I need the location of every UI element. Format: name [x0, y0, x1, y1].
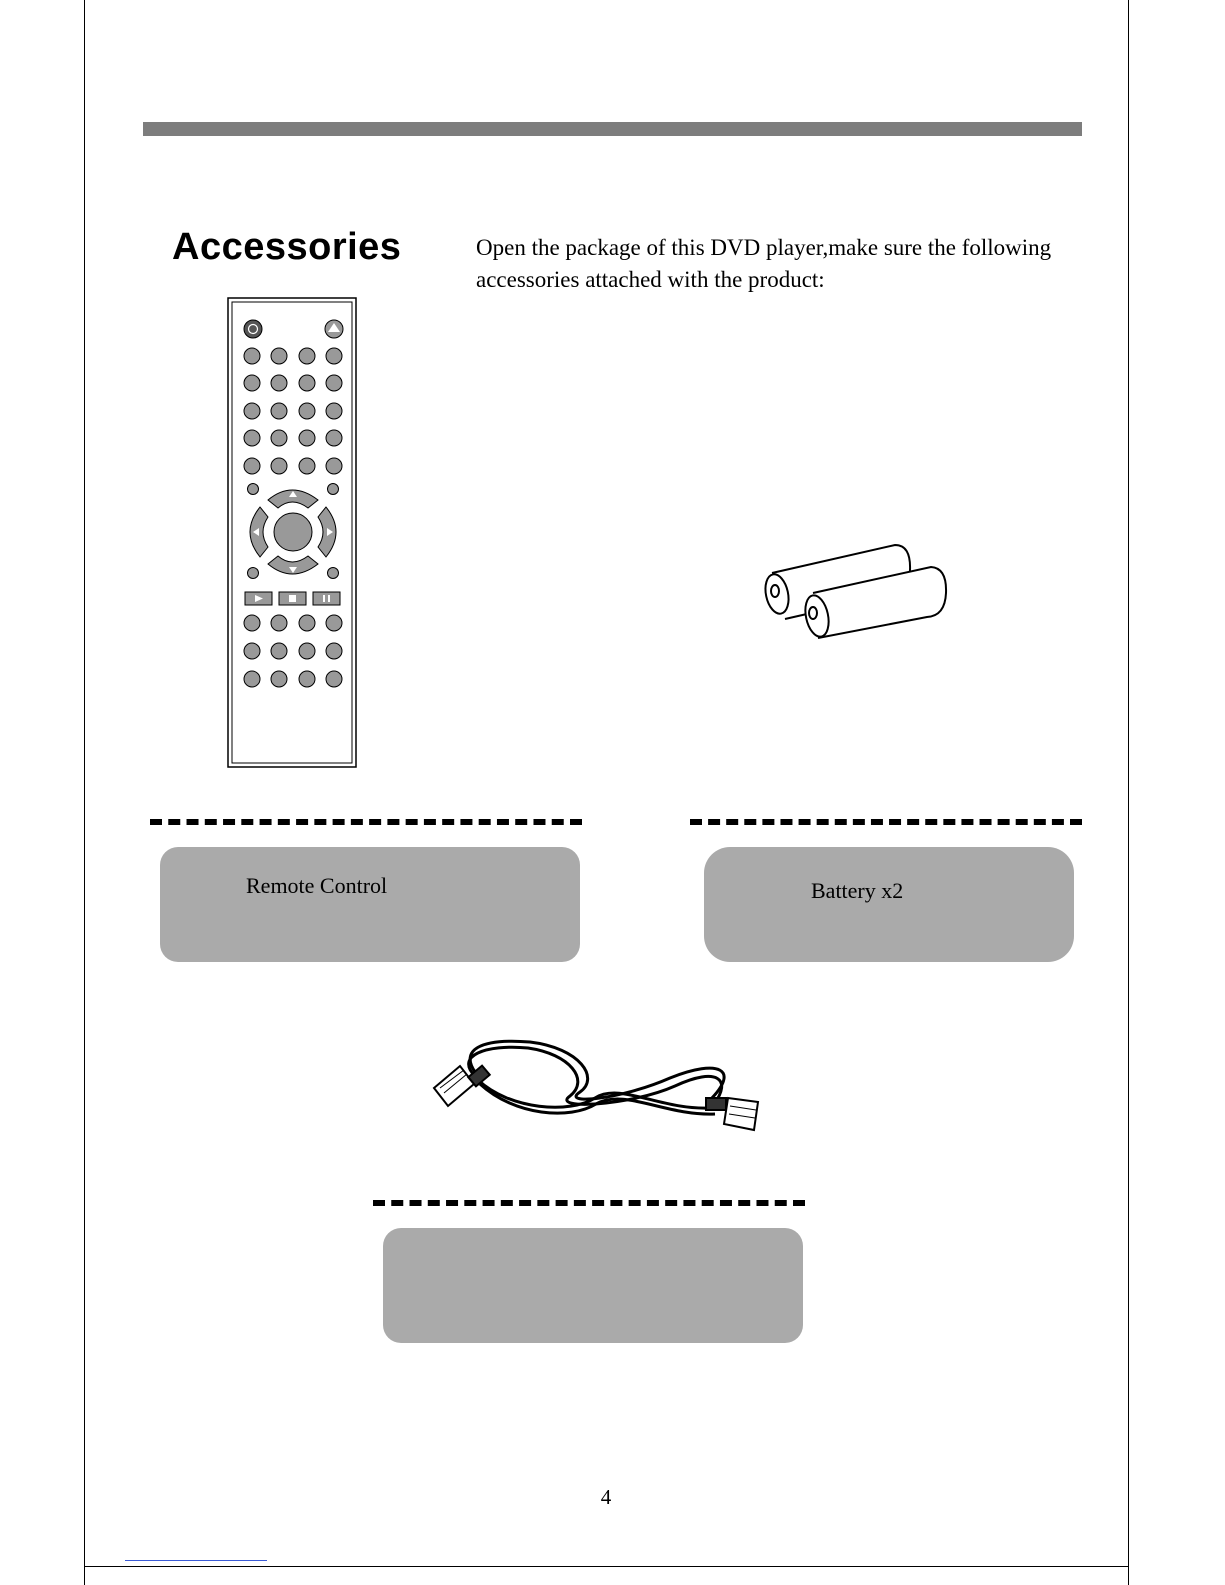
- header-bar: [143, 122, 1082, 136]
- page-border-bottom: [84, 1566, 1129, 1567]
- remote-control-label-box: [160, 847, 580, 962]
- separator-battery: [690, 819, 1082, 825]
- remote-control-label: Remote Control: [246, 873, 388, 898]
- footer-link-underline: [125, 1560, 267, 1561]
- section-title: Accessories: [172, 226, 402, 268]
- battery-label-box: [704, 847, 1074, 962]
- scart-cable-icon: [420, 1030, 780, 1140]
- cable-label-box: [383, 1228, 803, 1343]
- page-border-left: [84, 0, 85, 1585]
- battery-label: Battery x2: [811, 878, 904, 903]
- intro-text: Open the package of this DVD player,make sure the following accessories attached with the product:: [476, 235, 1052, 292]
- page-border-right: [1128, 0, 1129, 1585]
- remote-control-icon: [224, 294, 360, 772]
- separator-remote: [150, 819, 582, 825]
- battery-icon: [755, 535, 955, 645]
- page-number: 4: [600, 1485, 612, 1509]
- separator-cable: [373, 1200, 805, 1206]
